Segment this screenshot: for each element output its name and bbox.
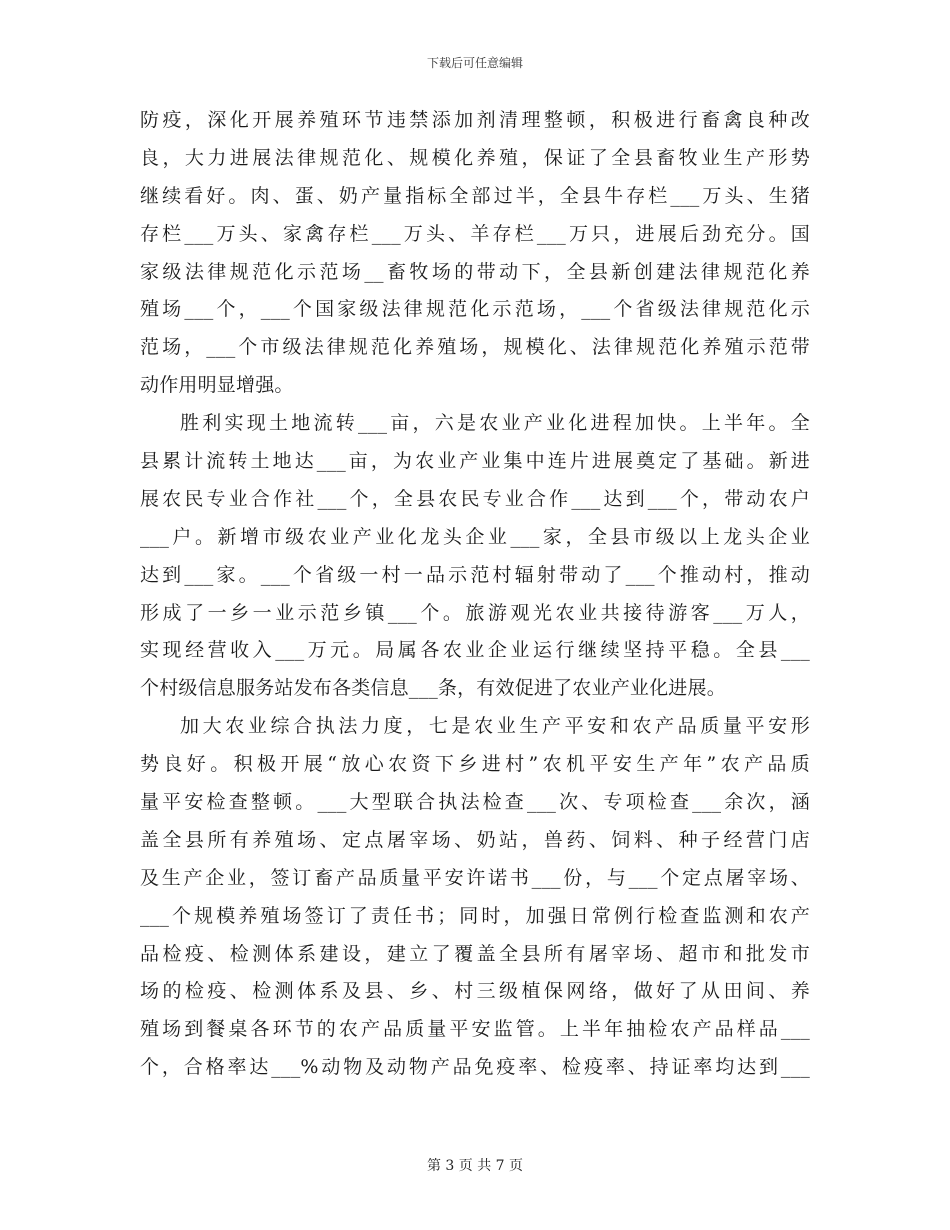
text-line: 达到___家。___个省级一村一品示范村辐射带动了___个推动村，推动 [140,563,810,586]
paragraph-1 [140,102,810,405]
text-line: 势良好。积极开展“放心农资下乡进村”农机平安生产年”农产品质 [140,753,810,776]
text-line: 个，合格率达___%动物及动物产品免疫率、检疫率、持证率均达到___ [140,1056,810,1079]
document-body [140,102,810,1087]
text-line: 盖全县所有养殖场、定点屠宰场、奶站，兽药、饲料、种子经营门店 [140,828,810,851]
text-line: 殖场___个，___个国家级法律规范化示范场，___个省级法律规范化示 [140,298,810,321]
text-line: 殖场到餐桌各环节的农产品质量平安监管。上半年抽检农产品样品___ [140,1018,810,1041]
text-line: 县累计流转土地达___亩，为农业产业集中连片进展奠定了基础。新进 [140,450,810,473]
text-line: 及生产企业，签订畜产品质量平安许诺书___份，与___个定点屠宰场、 [140,866,810,889]
page-header-note: 下载后可任意编辑 [426,56,523,70]
text-line: 量平安检查整顿。___大型联合执法检查___次、专项检查___余次，涵 [140,791,810,814]
text-line: ___个规模养殖场签订了责任书；同时，加强日常例行检查监测和农产 [140,904,810,927]
text-line: ___户。新增市级农业产业化龙头企业___家，全县市级以上龙头企业 [140,525,810,548]
text-line: 家级法律规范化示范场__畜牧场的带动下，全县新创建法律规范化养 [140,260,810,283]
text-line: 品检疫、检测体系建设，建立了覆盖全县所有屠宰场、超市和批发市 [140,942,810,965]
paragraph-3 [140,708,810,1087]
text-line: 实现经营收入___万元。局属各农业企业运行继续坚持平稳。全县___ [140,639,810,662]
paragraph-2 [140,405,810,708]
text-line: 良，大力进展法律规范化、规模化养殖，保证了全县畜牧业生产形势 [140,146,810,169]
text-line: 胜利实现土地流转___亩，六是农业产业化进程加快。上半年。全 [180,412,810,435]
text-line: 防疫，深化开展养殖环节违禁添加剂清理整顿，积极进行畜禽良种改 [140,109,810,131]
text-line: 形成了一乡一业示范乡镇___个。旅游观光农业共接待游客___万人， [140,601,810,624]
text-line: 继续看好。肉、蛋、奶产量指标全部过半，全县牛存栏___万头、生猪 [140,184,810,207]
text-line: 场的检疫、检测体系及县、乡、村三级植保网络，做好了从田间、养 [140,980,810,1003]
text-line: 存栏___万头、家禽存栏___万头、羊存栏___万只，进展后劲充分。国 [140,222,810,245]
text-line: 个村级信息服务站发布各类信息___条，有效促进了农业产业化进展。 [140,677,726,700]
text-line: 展农民专业合作社___个，全县农民专业合作___达到___个，带动农户 [140,487,810,510]
page-number-footer: 第 3 页 共 7 页 [426,1158,524,1174]
text-line: 加大农业综合执法力度，七是农业生产平安和农产品质量平安形 [180,715,810,738]
text-line: 范场，___个市级法律规范化养殖场，规模化、法律规范化养殖示范带 [140,336,810,359]
text-line: 动作用明显增强。 [140,374,294,397]
